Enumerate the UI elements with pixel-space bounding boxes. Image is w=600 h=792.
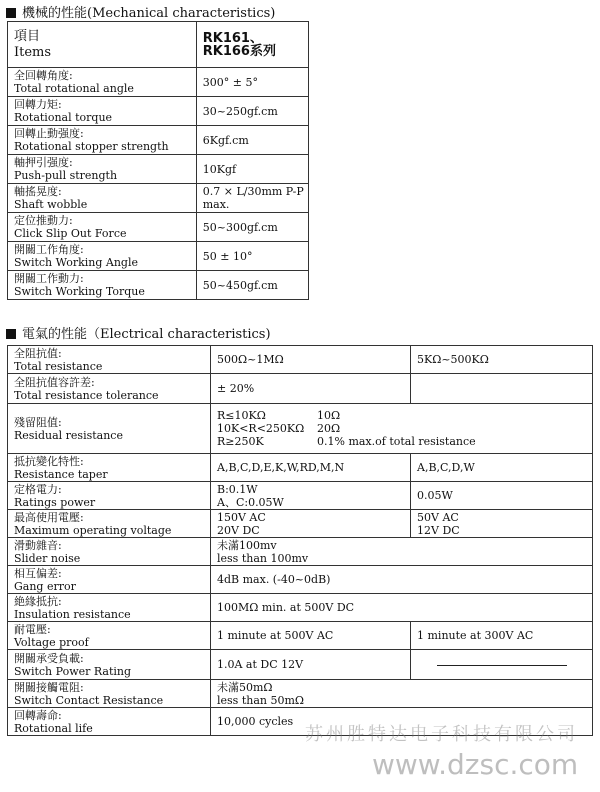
item-value-2 [411,650,593,680]
table-row [8,680,593,708]
item-label: 殘留阻值: Residual resistance [8,404,211,454]
item-value: 4dB max. (-40~0dB) [211,566,593,594]
item-label: 抵抗變化特性: Resistance taper [8,454,211,482]
item-label: 回轉壽命: Rotational life [8,708,211,736]
item-value: ± 20% [211,374,411,404]
item-value-2 [411,374,593,404]
item-value: 未滿100mv less than 100mv [211,538,593,566]
table-row [8,126,309,155]
item-value: 未滿50mΩ less than 50mΩ [211,680,593,708]
table-row [8,242,309,271]
table-row [8,538,593,566]
item-label: 絶緣抵抗: Insulation resistance [8,594,211,622]
item-value: A,B,C,D,E,K,W,RD,M,N [211,454,411,482]
table-header-row [8,22,309,68]
electrical-title: 電氣的性能（Electrical characteristics) [2,323,271,342]
item-value: 50 ± 10° [196,242,308,271]
item-value-2: 5KΩ~500KΩ [411,346,593,374]
item-value: 50~450gf.cm [196,271,308,300]
item-value-2: A,B,C,D,W [411,454,593,482]
watermark-site: www.dzsc.com [372,748,579,781]
item-label: 開關接觸電阻: Switch Contact Resistance [8,680,211,708]
table-row [8,346,593,374]
watermark-company: 苏州胜特达电子科技有限公司 [305,724,578,745]
item-value: 500Ω~1MΩ [211,346,411,374]
table-row [8,68,309,97]
table-row [8,510,593,538]
item-label: 開關工作角度: Switch Working Angle [8,242,197,271]
item-label: 軸押引强度: Push-pull strength [8,155,197,184]
item-label: 滑動雜音: Slider noise [8,538,211,566]
series-header: RK161、RK166系列 [196,22,308,68]
item-value: 10Kgf [196,155,308,184]
table-row [8,622,593,650]
item-value-2: 50V AC 12V DC [411,510,593,538]
item-label: 軸搖晃度: Shaft wobble [8,184,197,213]
item-value: B:0.1W A、C:0.05W [211,482,411,510]
table-row [8,404,593,454]
item-label: 全阻抗值: Total resistance [8,346,211,374]
table-row [8,97,309,126]
item-label: 定格電力: Ratings power [8,482,211,510]
item-label: 全回轉角度: Total rotational angle [8,68,197,97]
item-value: 300° ± 5° [196,68,308,97]
item-value: 1.0A at DC 12V [211,650,411,680]
item-label: 相互偏差: Gang error [8,566,211,594]
items-header: 項目 Items [8,22,197,68]
item-value-2: 0.05W [411,482,593,510]
item-label: 定位推動力: Click Slip Out Force [8,213,197,242]
item-value: 30~250gf.cm [196,97,308,126]
item-label: 全阻抗值容許差: Total resistance tolerance [8,374,211,404]
item-value: 0.7 × L/30mm P-P max. [196,184,308,213]
table-row [8,594,593,622]
table-row [8,184,309,213]
item-value: 6Kgf.cm [196,126,308,155]
item-value: 50~300gf.cm [196,213,308,242]
table-row [8,566,593,594]
square-bullet-icon [6,8,16,18]
table-row [8,454,593,482]
mechanical-table [7,21,309,300]
item-value: 150V AC 20V DC [211,510,411,538]
mechanical-title: 機械的性能(Mechanical characteristics) [2,2,275,21]
item-label: 開關承受負載: Switch Power Rating [8,650,211,680]
item-value-2: 1 minute at 300V AC [411,622,593,650]
item-value: R≤10KΩ 10Ω 10K<R<250KΩ 20Ω R≥250K 0.1% max.of total resistance [211,404,593,454]
table-row [8,155,309,184]
dash-line [437,665,567,666]
table-row [8,374,593,404]
item-label: 最高使用電壓: Maximum operating voltage [8,510,211,538]
item-label: 耐電壓: Voltage proof [8,622,211,650]
table-row [8,650,593,680]
item-value: 10,000 cycles [211,708,593,736]
square-bullet-icon [6,329,16,339]
item-value: 100MΩ min. at 500V DC [211,594,593,622]
item-label: 開關工作動力: Switch Working Torque [8,271,197,300]
table-row [8,213,309,242]
table-row [8,271,309,300]
item-label: 回轉止動强度: Rotational stopper strength [8,126,197,155]
electrical-table [7,345,593,736]
item-label: 回轉力矩: Rotational torque [8,97,197,126]
table-row [8,482,593,510]
item-value: 1 minute at 500V AC [211,622,411,650]
